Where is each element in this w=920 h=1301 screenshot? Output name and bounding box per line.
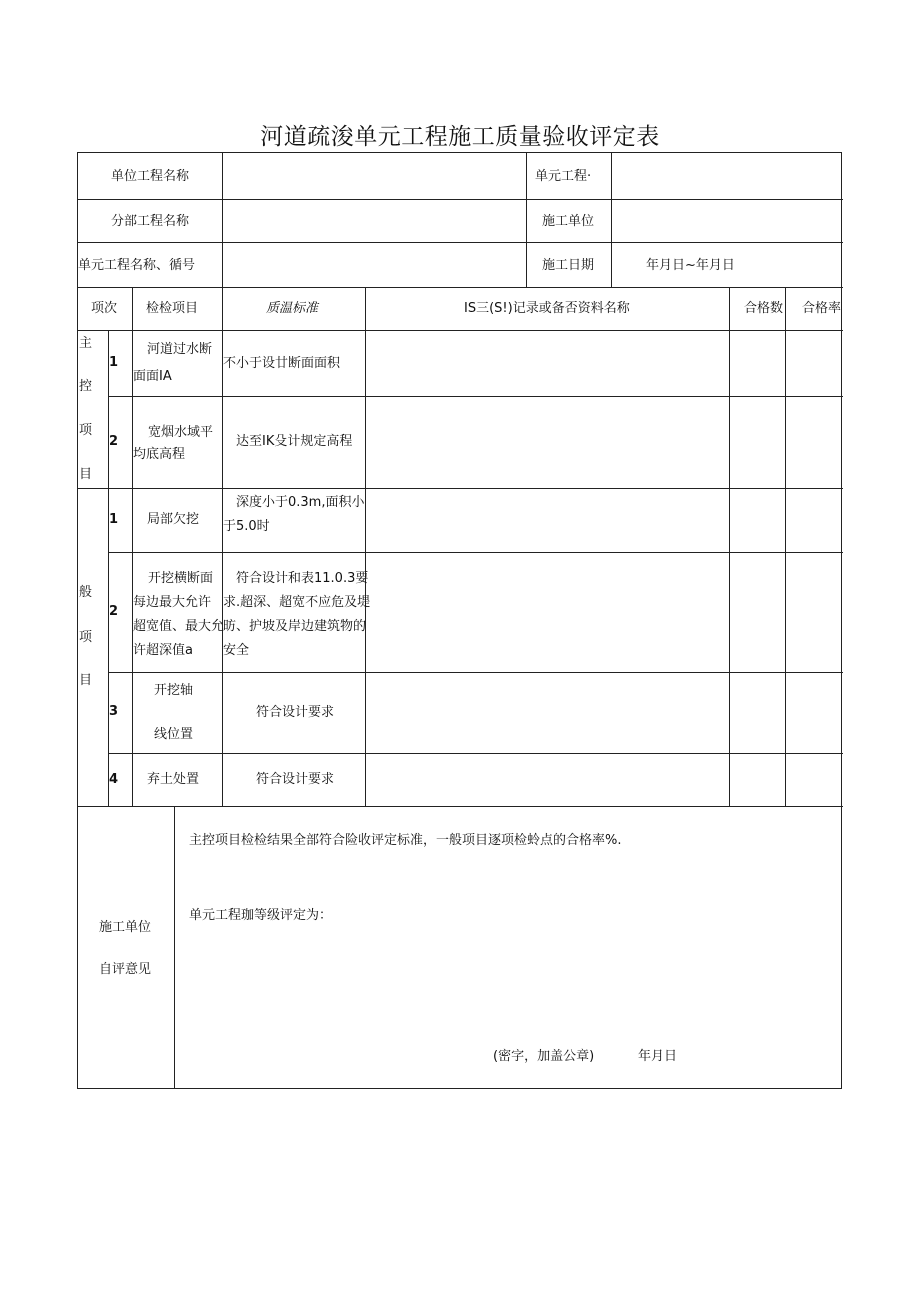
sub-project-name-label: 分部工程名称 [111,214,190,229]
general-row-1-standard: 于5.0时 [223,519,270,534]
general-group-char: 般 [79,585,93,600]
signature-seal: (密字，加盖公章) [493,1049,595,1064]
row-divider [108,396,843,397]
general-group-char: 项 [79,630,93,645]
general-row-4-no: 4 [109,772,119,787]
main-row-1-item: 河道过水断 [147,342,213,357]
col-header-record: IS三(S!)记录或备否资料名称 [464,301,630,316]
general-row-1-item: 局部欠挖 [147,512,200,527]
col-divider [729,287,730,806]
construction-unit-label: 施工单位 [542,214,595,229]
col-header-item-no: 项次 [91,301,118,316]
row-divider [108,672,843,673]
unit-project-name-label: 单位工程名称 [111,169,190,184]
col-divider [785,287,786,806]
col-divider [365,287,366,806]
main-row-2-standard: 达至IK殳计规定高程 [236,434,353,449]
main-row-2-item: 宽烟水域平 [148,425,214,440]
col-divider [526,153,527,287]
general-row-3-standard: 符合设计要求 [256,705,335,720]
general-row-2-item: 许超深值a [133,643,193,658]
self-eval-label: 自评意见 [99,962,152,977]
inspection-form-table [77,152,842,1089]
general-row-2-standard: 求.超深、超宽不应危及堤 [223,595,371,610]
col-divider [222,153,223,287]
self-eval-text-1: 主控项目检检结果全部符合险收评定标准，一般项目逐项检蛉点的合格率%. [189,833,622,848]
main-row-1-no: 1 [109,355,119,370]
row-divider [78,806,843,807]
general-row-2-item: 超宽值、最大允 [133,619,225,634]
general-row-2-standard: 昉、护坡及岸边建筑物的 [223,619,367,634]
main-row-1-item: 面面IA [133,369,172,384]
main-row-1-standard: 不小于设廿断面面积 [223,356,341,371]
date-range: 年月日~年月日 [646,258,735,273]
col-divider [611,153,612,287]
general-row-3-item: 线位置 [154,727,194,742]
unit-element-label: 单元工程· [535,169,592,184]
general-row-1-standard: 深度小于0.3m,面积小 [236,495,365,510]
form-title: 河道疏浚单元工程施工质量验收评定表 [260,124,660,150]
col-header-qualified-rate: 合格率 [802,301,842,316]
col-divider [174,806,175,1089]
general-row-1-no: 1 [109,512,119,527]
signature-date: 年月日 [638,1049,678,1064]
col-header-quality-standard: 质温标准 [266,301,319,316]
general-row-3-no: 3 [109,704,119,719]
element-name-section-label: 单元工程名称、循号 [78,258,196,273]
general-row-2-item: 开挖横断面 [148,571,214,586]
main-group-char: 项 [79,423,93,438]
general-row-2-standard: 符合设计和表11.0.3要 [236,571,369,586]
self-eval-text-2: 单元工程珈等级评定为： [189,908,333,923]
main-row-2-item: 均底高程 [133,447,186,462]
row-divider [108,753,843,754]
main-group-char: 主 [79,336,93,351]
self-eval-label: 施工单位 [99,920,152,935]
general-row-2-standard: 安全 [223,643,250,658]
main-group-char: 控 [79,379,93,394]
col-divider [132,287,133,806]
row-divider [78,199,843,200]
general-row-4-standard: 符合设计要求 [256,772,335,787]
col-header-inspection-item: 检检项目 [146,301,199,316]
general-row-2-item: 每边最大允许 [133,595,212,610]
row-divider [78,242,843,243]
general-group-char: 目 [79,673,93,688]
construction-date-label: 施工日期 [542,258,595,273]
main-group-char: 目 [79,467,93,482]
general-row-2-no: 2 [109,604,119,619]
row-divider [108,552,843,553]
general-row-3-item: 开挖轴 [154,683,194,698]
main-row-2-no: 2 [109,434,119,449]
general-row-4-item: 弃土处置 [147,772,200,787]
col-header-qualified-count: 合格数 [744,301,784,316]
col-divider [108,330,109,806]
